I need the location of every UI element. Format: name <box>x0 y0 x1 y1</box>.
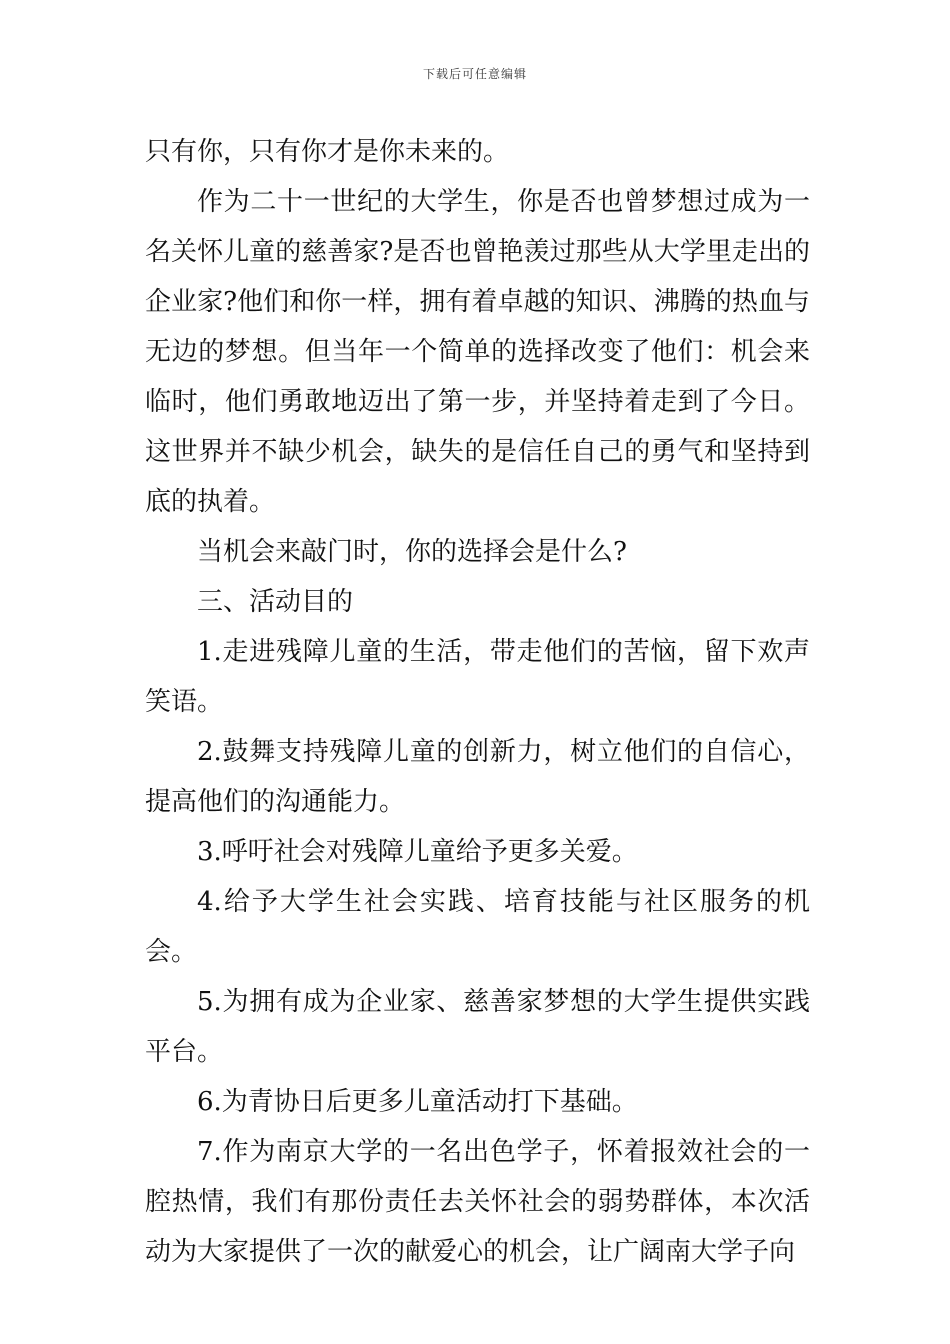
list-item: 2.鼓舞支持残障儿童的创新力，树立他们的自信心，提高他们的沟通能力。 <box>145 737 810 817</box>
list-item: 1.走进残障儿童的生活，带走他们的苦恼，留下欢声笑语。 <box>145 637 810 717</box>
page-header: 下载后可任意编辑 <box>422 67 527 81</box>
list-item: 5.为拥有成为企业家、慈善家梦想的大学生提供实践平台。 <box>145 987 810 1067</box>
paragraph-intro: 作为二十一世纪的大学生，你是否也曾梦想过成为一名关怀儿童的慈善家?是否也曾艳羡过那些从大学里走出的企业家?他们和你一样，拥有着卓越的知识、沸腾的热血与无边的梦想。但当年一个简单的选择改变了他们：机会来临时，他们勇敢地迈出了第一步，并坚持着走到了今日。这世界并不缺少机会，缺失的是信任自己的勇气和坚持到底的执着。 <box>145 187 810 517</box>
list-item: 7.作为南京大学的一名出色学子，怀着报效社会的一腔热情，我们有那份责任去关怀社会的弱势群体，本次活动为大家提供了一次的献爱心的机会，让广阔南大学子向 <box>145 1137 810 1267</box>
document-body <box>145 127 810 1277</box>
paragraph-continuation: 只有你，只有你才是你未来的。 <box>145 137 510 167</box>
list-item: 6.为青协日后更多儿童活动打下基础。 <box>197 1087 638 1117</box>
section-heading: 三、活动目的 <box>197 587 354 617</box>
paragraph-question: 当机会来敲门时，你的选择会是什么? <box>197 537 627 567</box>
list-item: 3.呼吁社会对残障儿童给予更多关爱。 <box>197 837 638 867</box>
list-item: 4.给予大学生社会实践、培育技能与社区服务的机会。 <box>145 887 810 967</box>
